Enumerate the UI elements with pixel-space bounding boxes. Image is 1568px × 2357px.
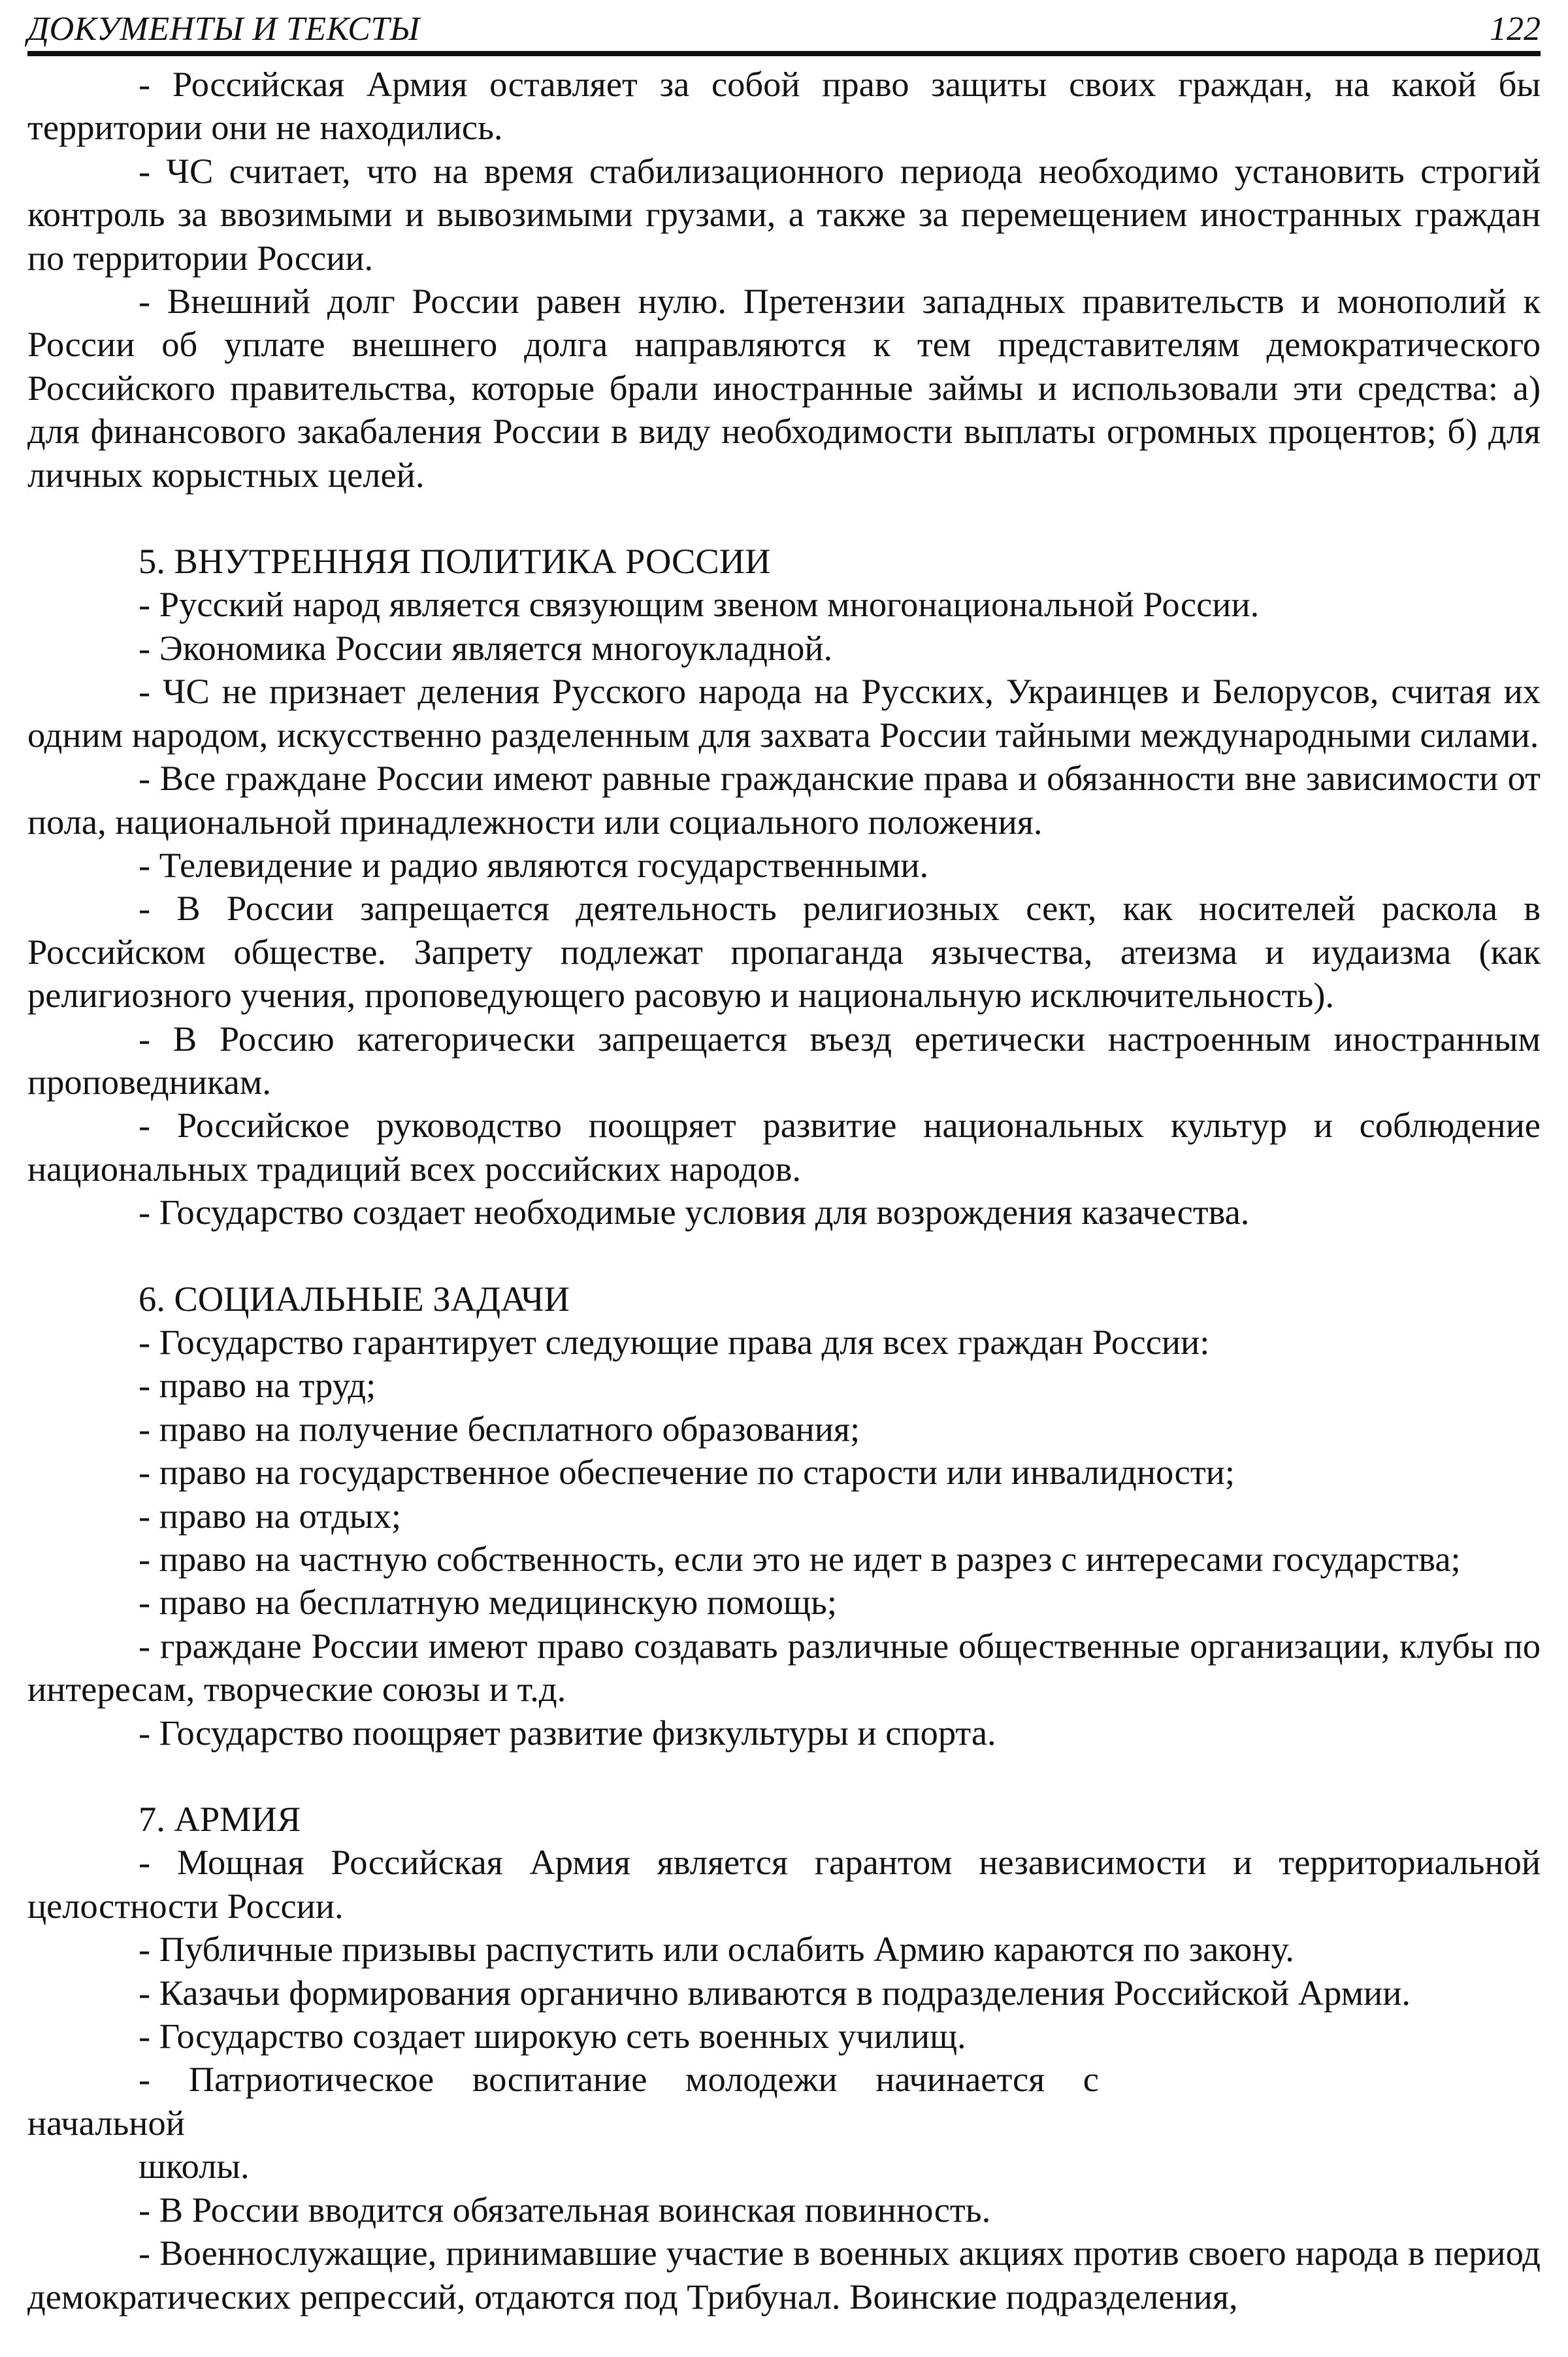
paragraph: - Публичные призывы распустить или ослабить Армию караются по закону. <box>139 1929 1294 1970</box>
paragraph: - Патриотическое воспитание молодежи начинается с начальной <box>27 2059 1099 2143</box>
document-body <box>27 63 1541 2318</box>
paragraph: - Российское руководство поощряет развитие национальных культур и соблюдение национальных традиций всех российских народов. <box>27 1105 1541 1189</box>
list-item: - право на частную собственность, если это не идет в разрез с интересами государства; <box>139 1539 1461 1579</box>
list-item: - право на получение бесплатного образования; <box>139 1408 860 1449</box>
section-5 <box>27 540 1541 1234</box>
list-item: - право на государственное обеспечение по старости или инвалидности; <box>139 1452 1235 1492</box>
page-header <box>27 5 1541 56</box>
list-item: - право на отдых; <box>139 1495 401 1536</box>
paragraph: - Все граждане России имеют равные гражданские права и обязанности вне зависимости от пола, национальной принадлежности или социального положения. <box>27 758 1541 842</box>
paragraph: - Государство поощряет развитие физкультуры и спорта. <box>139 1712 996 1753</box>
paragraph: - Государство создает широкую сеть военных училищ. <box>139 2016 966 2056</box>
paragraph: - Государство создает необходимые условия для возрождения казачества. <box>139 1192 1250 1232</box>
section-heading: 7. АРМИЯ <box>139 1799 301 1839</box>
paragraph: - Внешний долг России равен нулю. Претензии западных правительств и монополий к России об уплате внешнего долга направляются к тем представителям демократического Российского правительства, которые брали иностранные займы и использовали эти средства: а) для финансового закабаления России в виду необходимости выплаты огромных процентов; б) для личных корыстных целей. <box>27 281 1541 495</box>
paragraph: - В Россию категорически запрещается въезд еретически настроенным иностранным проповедникам. <box>27 1018 1541 1102</box>
page-number: 122 <box>1490 10 1541 48</box>
paragraph-continuation: школы. <box>139 2146 250 2186</box>
paragraph: - В России вводится обязательная воинская повинность. <box>139 2189 991 2230</box>
paragraph: - Мощная Российская Армия является гарантом независимости и территориальной целостности России. <box>27 1842 1541 1926</box>
paragraph: - Русский народ является связующим звеном многонациональной России. <box>139 584 1260 625</box>
paragraph: - граждане России имеют право создавать различные общественные организации, клубы по интересам, творческие союзы и т.д. <box>27 1625 1541 1709</box>
paragraph: - Казачьи формирования органично вливаются в подразделения Российской Армии. <box>139 1972 1411 2013</box>
paragraph: - Телевидение и радио являются государственными. <box>139 844 929 885</box>
paragraph: - Российская Армия оставляет за собой право защиты своих граждан, на какой бы территории они не находились. <box>27 64 1541 148</box>
running-title: ДОКУМЕНТЫ И ТЕКСТЫ <box>27 10 420 48</box>
paragraph: - Государство гарантирует следующие права для всех граждан России: <box>139 1321 1210 1362</box>
section-7 <box>27 1798 1541 2318</box>
intro-block <box>27 63 1541 497</box>
paragraph: - ЧС не признает деления Русского народа на Русских, Украинцев и Белорусов, считая их одним народом, искусственно разделенным для захвата России тайными международными силами. <box>27 671 1541 755</box>
section-6 <box>27 1277 1541 1755</box>
section-heading: 5. ВНУТРЕННЯЯ ПОЛИТИКА РОССИИ <box>139 541 771 582</box>
paragraph: - Военнослужащие, принимавшие участие в военных акциях против своего народа в период демократических репрессий, отдаются под Трибунал. Воинские подразделения, <box>27 2233 1541 2316</box>
paragraph: - ЧС считает, что на время стабилизационного периода необходимо установить строгий контроль за ввозимыми и вывозимыми грузами, а также за перемещением иностранных граждан по территории России. <box>27 150 1541 278</box>
section-heading: 6. СОЦИАЛЬНЫЕ ЗАДАЧИ <box>139 1278 570 1319</box>
list-item: - право на бесплатную медицинскую помощь; <box>139 1582 837 1623</box>
paragraph: - Экономика России является многоукладной. <box>139 627 833 668</box>
list-item: - право на труд; <box>139 1365 376 1406</box>
paragraph: - В России запрещается деятельность религиозных сект, как носителей раскола в Российском обществе. Запрету подлежат пропаганда язычества, атеизма и иудаизма (как религиозного учения, проповедующего расовую и национальную исключительность). <box>27 888 1541 1015</box>
